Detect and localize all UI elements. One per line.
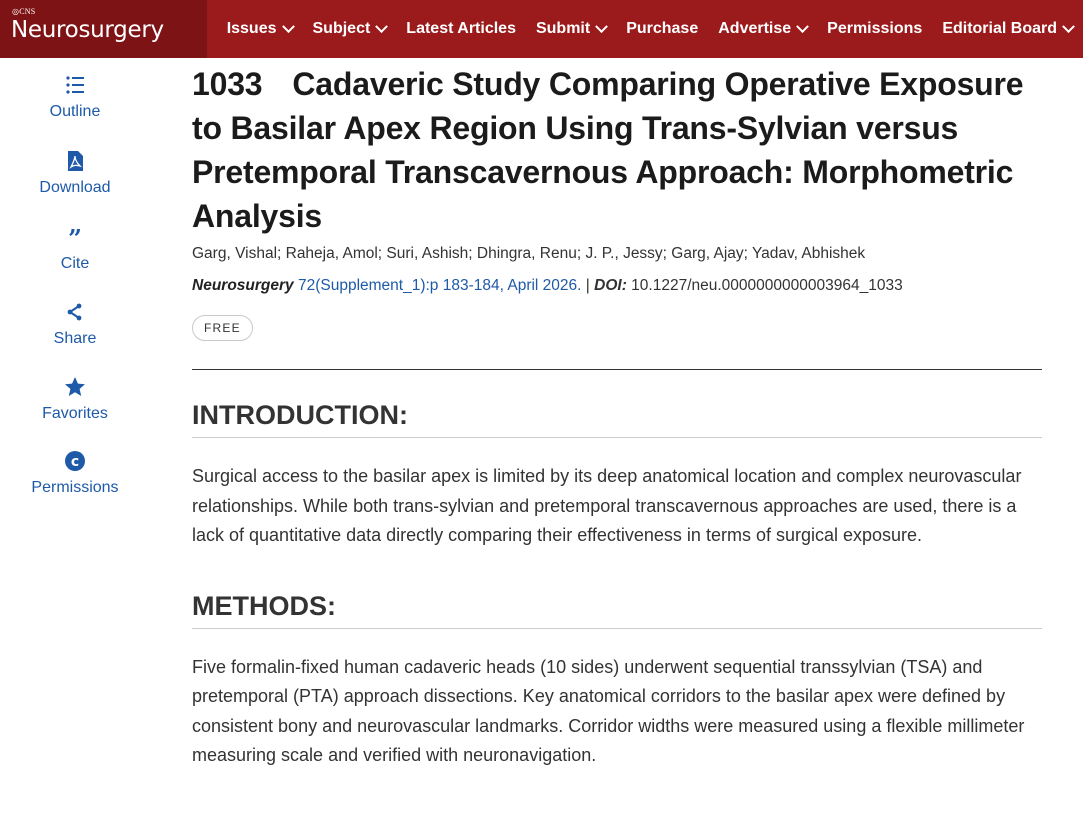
volume-issue-link[interactable]: 72(Supplement_1):p 183-184, April 2026. xyxy=(297,277,582,294)
section-methods xyxy=(192,591,1042,771)
share-icon xyxy=(64,301,86,323)
sidebar-item-label: Download xyxy=(39,179,111,196)
chevron-down-icon xyxy=(375,20,388,33)
brand-cns-label: ◎CNS xyxy=(12,7,36,16)
svg-text:”: ” xyxy=(68,226,82,248)
chevron-down-icon xyxy=(282,20,295,33)
top-navigation-bar xyxy=(0,0,1083,58)
sidebar-item-label: Share xyxy=(53,330,97,347)
nav-permissions[interactable] xyxy=(817,0,932,58)
nav-purchase-label: Purchase xyxy=(626,20,699,37)
sidebar-item-share[interactable] xyxy=(0,301,150,348)
main-nav xyxy=(207,0,1083,58)
nav-purchase[interactable] xyxy=(616,0,708,58)
author-list[interactable]: Garg, Vishal; Raheja, Amol; Suri, Ashish; Dhingra, Renu; J. P., Jessy; Garg, Ajay; Yadav, Abhishek xyxy=(192,245,866,262)
sidebar-item-label: Permissions xyxy=(31,479,119,496)
svg-text:c: c xyxy=(70,454,80,470)
article-title xyxy=(192,62,1042,238)
nav-subject[interactable] xyxy=(303,0,397,58)
copyright-icon xyxy=(64,450,86,472)
doi-value: 10.1227/neu.0000000000003964_1033 xyxy=(631,277,903,294)
nav-submit[interactable] xyxy=(526,0,616,58)
section-introduction xyxy=(192,400,1042,551)
sidebar-item-label: Favorites xyxy=(42,405,108,422)
quote-icon xyxy=(64,226,86,248)
sidebar-item-label: Cite xyxy=(60,255,90,272)
chevron-down-icon xyxy=(796,20,809,33)
nav-issues[interactable] xyxy=(217,0,303,58)
abstract-number: 1033 xyxy=(192,66,263,102)
nav-advertise-label: Advertise xyxy=(718,20,792,37)
journal-name: Neurosurgery xyxy=(192,277,294,294)
pdf-download-icon xyxy=(64,150,86,172)
sidebar-item-favorites[interactable] xyxy=(0,376,150,423)
star-icon xyxy=(64,376,86,398)
nav-editorial-board-label: Editorial Board xyxy=(942,20,1057,37)
section-paragraph: Surgical access to the basilar apex is limited by its deep anatomical location and complex neurovascular relationships. While both trans-sylvian and pretemporal transcavernous approaches are used, there is a lack of quantitative data directly comparing their effectiveness in terms of surgical exposure. xyxy=(192,466,1022,545)
sidebar-item-cite[interactable] xyxy=(0,226,150,273)
outline-icon xyxy=(64,74,86,96)
chevron-down-icon xyxy=(595,20,608,33)
citation-line xyxy=(192,275,1042,297)
separator: | xyxy=(585,277,595,294)
section-paragraph: Five formalin-fixed human cadaveric heads (10 sides) underwent sequential transsylvian (TSA) and pretemporal (PTA) approach dissections. Key anatomical corridors to the basilar apex were defined by consistent bony and neurovascular landmarks. Corridor widths were measured using a flexible millimeter measuring scale and verified with neuronavigation. xyxy=(192,656,1025,765)
doi-label: DOI: xyxy=(594,277,627,294)
sidebar-item-label: Outline xyxy=(49,103,101,120)
nav-latest-articles[interactable] xyxy=(396,0,526,58)
free-badge: FREE xyxy=(192,315,253,341)
sidebar-item-download[interactable] xyxy=(0,150,150,197)
article-main xyxy=(192,62,1042,771)
divider xyxy=(192,369,1042,370)
section-heading: METHODS: xyxy=(192,591,1042,629)
sidebar-item-outline[interactable] xyxy=(0,74,150,121)
nav-subject-label: Subject xyxy=(312,20,371,37)
nav-issues-label: Issues xyxy=(226,20,277,37)
nav-latest-articles-label: Latest Articles xyxy=(406,20,516,37)
nav-permissions-label: Permissions xyxy=(827,20,923,37)
sidebar-item-permissions[interactable] xyxy=(0,450,150,497)
chevron-down-icon xyxy=(1062,20,1075,33)
section-heading: INTRODUCTION: xyxy=(192,400,1042,438)
nav-submit-label: Submit xyxy=(535,20,591,37)
brand-logo[interactable] xyxy=(0,0,207,58)
nav-advertise[interactable] xyxy=(708,0,817,58)
brand-name: Neurosurgery xyxy=(11,17,164,43)
article-title-text: Cadaveric Study Comparing Operative Exposure to Basilar Apex Region Using Trans-Sylvian versus Pretemporal Transcavernous Approach: Morphometric Analysis xyxy=(192,66,1024,234)
nav-editorial-board[interactable] xyxy=(932,0,1083,58)
